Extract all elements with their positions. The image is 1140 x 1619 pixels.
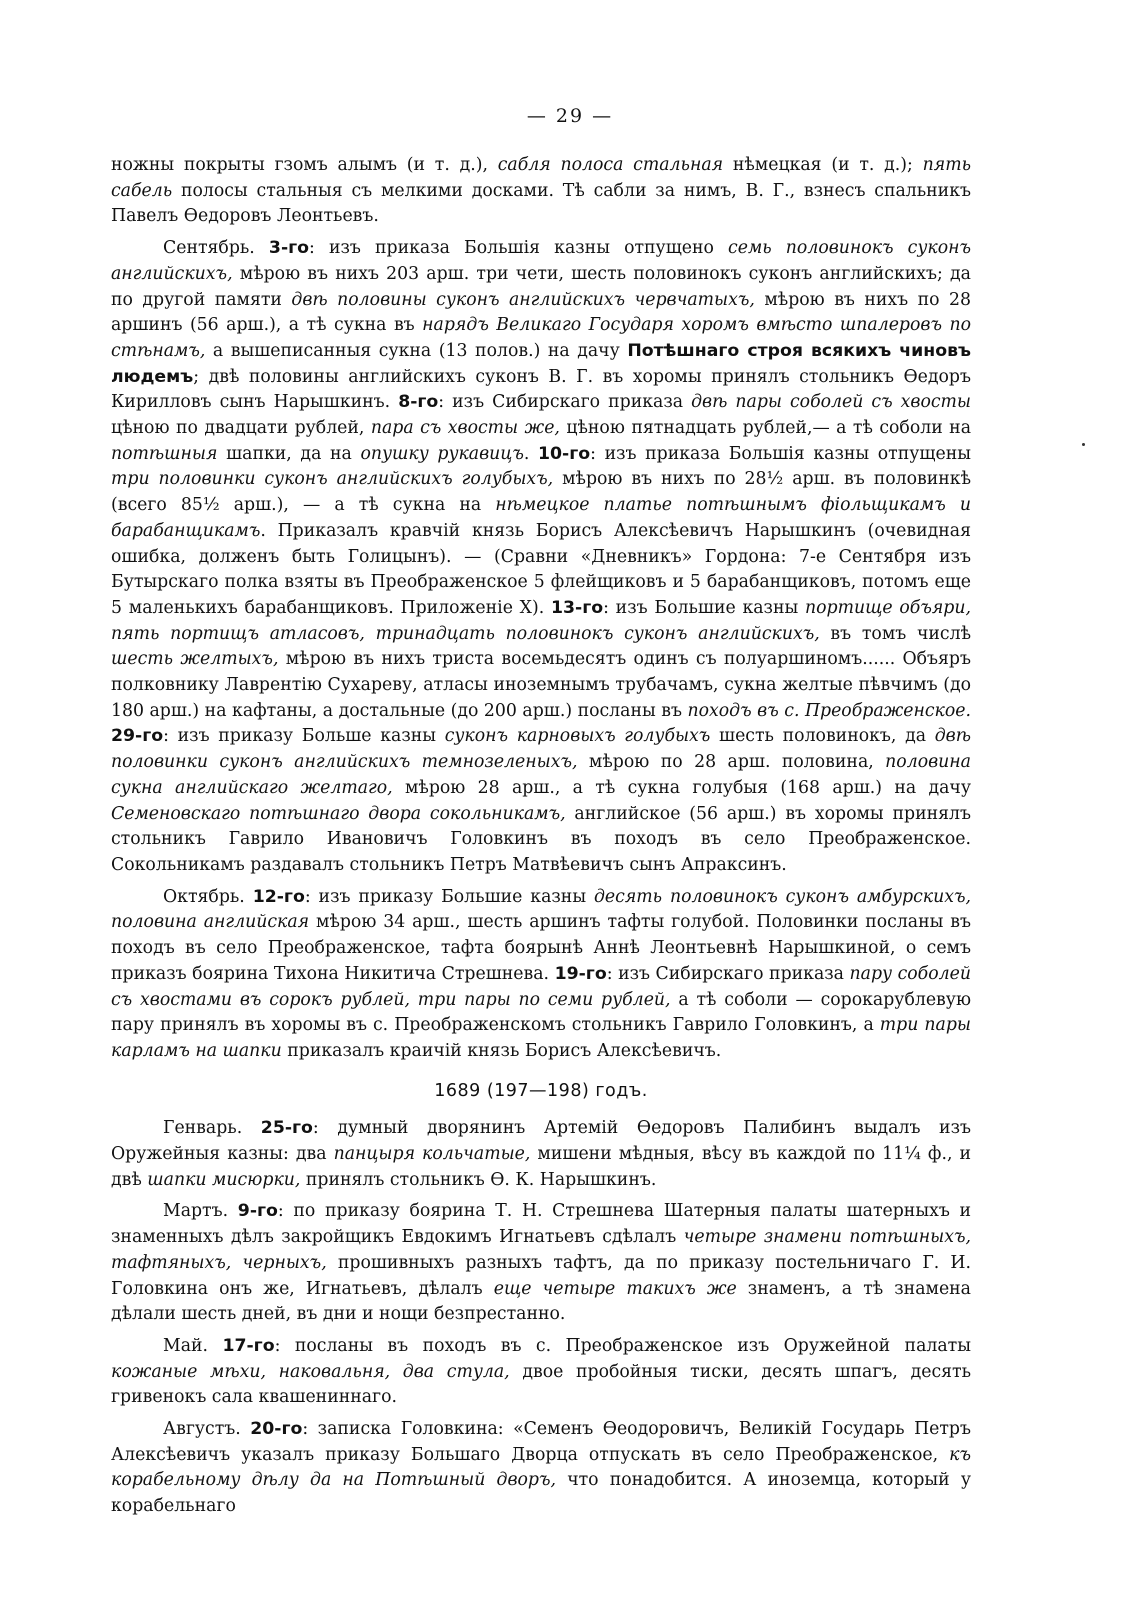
year-heading: 1689 (197—198) годъ. — [434, 1080, 648, 1101]
paragraph-may: Май. 17-го: посланы въ походъ въ с. Преображенское изъ Оружейной палаты кожаные мѣхи, наковальня, два стула, двое пробойныя тиски, десять шпагъ, десять гривенокъ сала квашениннаго. — [111, 1335, 971, 1408]
body-text — [111, 153, 971, 1520]
page-number: — 29 — — [526, 105, 614, 127]
paragraph-october: Октябрь. 12-го: изъ приказу Большие казны десять половинокъ суконъ амбурскихъ, половина английская мѣрою 34 арш., шесть аршинъ тафты голубой. Половинки посланы въ походъ въ село Преображенское, тафта боярынѣ Аннѣ Леонтьевнѣ Нарышкиной, о семъ приказъ боярина Тихона Никитича Стрешнева. 19-го: изъ Сибирскаго приказа пару соболей съ хвостами въ сорокъ рублей, три пары по семи рублей, а тѣ соболи — сорокарублевую пару принялъ въ хоромы въ с. Преображенскомъ стольникъ Гаврило Головкинъ, а три пары карламъ на шапки приказалъ краичій князь Борисъ Алексѣевичъ. — [111, 886, 972, 1061]
paragraph-september: Сентябрь. 3-го: изъ приказа Большія казны отпущено семь половинокъ суконъ английскихъ, мѣрою въ нихъ 203 арш. три чети, шесть половинокъ суконъ английскихъ; да по другой памяти двѣ половины суконъ английскихъ червчатыхъ, мѣрою въ нихъ по 28 аршинъ (56 арш.), а тѣ сукна въ нарядъ Великаго Государя хоромъ вмѣсто шпалеровъ по стѣнамъ, а вышеписанныя сукна (13 полов.) на дачу Потѣшнаго строя всякихъ чиновъ людемъ; двѣ половины английскихъ суконъ В. Г. въ хоромы принялъ стольникъ Ѳедоръ Кирилловъ сынъ Нарышкинъ. 8-го: изъ Сибирскаго приказа двѣ пары соболей съ хвосты цѣною по двадцати рублей, пара съ хвосты же, цѣною пятнадцать рублей,— а тѣ соболи на потѣшныя шапки, да на опушку рукавицъ. 10-го: изъ приказа Большія казны отпущены три половинки суконъ английскихъ голубыхъ, мѣрою въ нихъ по 28½ арш. въ половинкѣ (всего 85½ арш.), — а тѣ сукна на нѣмецкое платье потѣшнымъ фіольщикамъ и барабанщикамъ. Приказалъ кравчій князь Борисъ Алексѣевичъ Нарышкинъ (очевидная ошибка, долженъ быть Голицынъ). — (Сравни «Дневникъ» Гордона: 7-е Сентября изъ Бутырскаго полка взяты въ Преображенское 5 флейщиковъ и 5 барабанщиковъ, потомъ еще 5 маленькихъ барабанщиковъ. Приложеніе X). 13-го: изъ Большие казны портище объяри, пять портищъ атласовъ, тринадцать половинокъ суконъ английскихъ, въ томъ числѣ шесть желтыхъ, мѣрою въ нихъ триста восемьдесятъ одинъ съ полуаршиномъ...... Объяръ полковнику Лаврентію Сухареву, атласы иноземнымъ трубачамъ, сукна желтые пѣвчимъ (до 180 арш.) на кафтаны, а достальные (до 200 арш.) посланы въ походъ въ с. Преображенское. 29-го: изъ приказу Больше казны суконъ карновыхъ голубыхъ шесть половинокъ, да двѣ половинки суконъ английскихъ темнозеленыхъ, мѣрою по 28 арш. половина, половина сукна английскаго желтаго, мѣрою 28 арш., а тѣ сукна голубыя (168 арш.) на дачу Семеновскаго потѣшнаго двора сокольникамъ, английское (56 арш.) въ хоромы принялъ стольникъ Гаврило Ивановичъ Головкинъ въ походъ въ село Преображенское. Сокольникамъ раздавалъ стольникъ Петръ Матвѣевичъ сынъ Апраксинъ. — [111, 238, 972, 875]
margin-speck — [1082, 443, 1085, 446]
paragraph-august: Августъ. 20-го: записка Головкина: «Семенъ Ѳеодоровичъ, Великій Государь Петръ Алексѣевичъ указалъ приказу Большаго Дворца отпускать въ село Преображенское, къ корабельному дѣлу да на Потѣшный дворъ, что понадобится. А иноземца, который у корабельнаго — [111, 1419, 971, 1517]
paragraph-january: Генварь. 25-го: думный дворянинъ Артемій Ѳедоровъ Палибинъ выдалъ изъ Оружейныя казны: два панцыря кольчатые, мишени мѣдныя, вѣсу въ каждой по 11¼ ф., и двѣ шапки мисюрки, принялъ стольникъ Ѳ. К. Нарышкинъ. — [111, 1118, 971, 1190]
paragraph-march: Мартъ. 9-го: по приказу боярина Т. Н. Стрешнева Шатерныя палаты шатерныхъ и знаменныхъ дѣлъ закройщикъ Евдокимъ Игнатьевъ сдѣлалъ четыре знамени потѣшныхъ, тафтяныхъ, черныхъ, прошивныхъ разныхъ тафтъ, да по приказу постельничаго Г. И. Головкина онъ же, Игнатьевъ, дѣлалъ еще четыре такихъ же знаменъ, а тѣ знамена дѣлали шесть дней, въ дни и нощи безпрестанно. — [111, 1201, 972, 1325]
paragraph-1: ножны покрыты гзомъ алымъ (и т. д.), сабля полоса стальная нѣмецкая (и т. д.); пять сабель полосы стальныя съ мелкими досками. Тѣ сабли за нимъ, В. Г., взнесъ спальникъ Павелъ Ѳедоровъ Леонтьевъ. — [111, 155, 971, 227]
